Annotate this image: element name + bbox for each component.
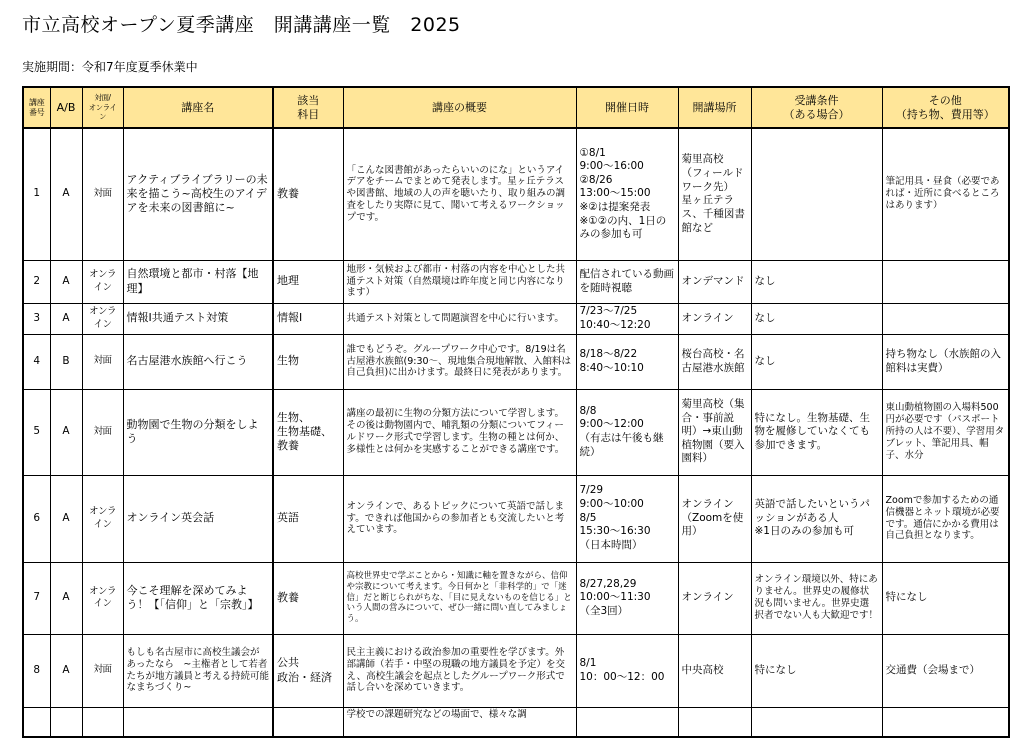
course-venue: 菊里高校 （フィールドワーク先） 星ヶ丘テラス、千種図書館など [678, 128, 751, 260]
course-name: 動物園で生物の分類をしよう [123, 389, 273, 475]
course-format [82, 707, 123, 737]
table-row [23, 260, 1009, 303]
course-ab: A [50, 260, 82, 303]
table-row [23, 475, 1009, 562]
course-other [882, 303, 1009, 334]
course-conditions: 英語で話したいというパッションがある人 ※1日のみの参加も可 [751, 475, 882, 562]
course-number: 7 [23, 562, 50, 634]
course-name: オンライン英会話 [123, 475, 273, 562]
course-schedule: 8/27,28,29 10:00～11:30 （全3回） [576, 562, 678, 634]
course-schedule [576, 707, 678, 737]
header-conditions: 受講条件 （ある場合） [751, 87, 882, 128]
course-subject: 教養 [273, 128, 343, 260]
course-other: 筆記用具・昼食（必要であれば・近所に食べるところはあります） [882, 128, 1009, 260]
course-overview: 講座の最初に生物の分類方法について学習します。その後は動物園内で、哺乳類の分類についてフィールドワーク形式で学習します。生物の種とは何か、多様性とは何かを実感することができる講座です。 [343, 389, 576, 475]
header-format: 対面/ オンライン [82, 87, 123, 128]
course-ab [50, 707, 82, 737]
course-schedule: 配信されている動画を随時視聴 [576, 260, 678, 303]
course-other: 東山動植物園の入場料500円が必要です（パスポート所持の人は不要）、学習用タブレット、筆記用具、帽子、水分 [882, 389, 1009, 475]
course-venue: オンライン [678, 562, 751, 634]
header-schedule: 開催日時 [576, 87, 678, 128]
course-ab: A [50, 562, 82, 634]
table-row [23, 334, 1009, 389]
table-row [23, 562, 1009, 634]
course-schedule: 8/18～8/22 8:40～10:10 [576, 334, 678, 389]
course-schedule: ①8/1 9:00～16:00 ②8/26 13:00～15:00 ※②は提案発表 ※①②の内、1日のみの参加も可 [576, 128, 678, 260]
course-ab: A [50, 303, 82, 334]
course-conditions: なし [751, 260, 882, 303]
course-other: 持ち物なし（水族館の入館料は実費） [882, 334, 1009, 389]
course-subject: 生物、 生物基礎、 教養 [273, 389, 343, 475]
course-venue: オンデマンド [678, 260, 751, 303]
course-other: Zoomで参加するための通信機器とネット環境が必要です。通信にかかる費用は自己負担となります。 [882, 475, 1009, 562]
course-format: 対面 [82, 128, 123, 260]
course-overview: 誰でもどうぞ。グループワーク中心です。8/19は名古屋港水族館(9:30～、現地集合現地解散、入館料は自己負担)に出かけます。最終日に発表があります。 [343, 334, 576, 389]
table-header [23, 87, 1009, 128]
course-format: オンライン [82, 260, 123, 303]
course-format: オンライン [82, 562, 123, 634]
course-conditions: なし [751, 334, 882, 389]
document-title: 市立高校オープン夏季講座 開講講座一覧 2025 [22, 14, 461, 36]
course-conditions: 特になし。生物基礎、生物を履修していなくても参加できます。 [751, 389, 882, 475]
header-ab: A/B [50, 87, 82, 128]
course-subject: 英語 [273, 475, 343, 562]
course-other: 交通費（会場まで） [882, 634, 1009, 707]
table-row [23, 389, 1009, 475]
header-overview: 講座の概要 [343, 87, 576, 128]
course-number: 1 [23, 128, 50, 260]
table-body [23, 128, 1009, 737]
course-conditions: オンライン環境以外、特にありません。世界史の履修状況も問いません。世界史選択者でない人も大歓迎です！ [751, 562, 882, 634]
course-overview: 「こんな図書館があったらいいのにな」というアイデアをチームでまとめて発表します。星ヶ丘テラスや図書館、地域の人の声を聴いたり、取り組みの調査をしたり実際に見て、聞いて考えるワークショップです。 [343, 128, 576, 260]
course-overview: 共通テスト対策として問題演習を中心に行います。 [343, 303, 576, 334]
course-venue: 中央高校 [678, 634, 751, 707]
course-format: 対面 [82, 634, 123, 707]
course-other [882, 260, 1009, 303]
course-format: 対面 [82, 389, 123, 475]
table-row [23, 634, 1009, 707]
course-format: オンライン [82, 475, 123, 562]
course-schedule: 8/1 10：00～12：00 [576, 634, 678, 707]
table-row [23, 303, 1009, 334]
course-subject: 教養 [273, 562, 343, 634]
course-other [882, 707, 1009, 737]
course-overview: オンラインで、あるトピックについて英語で話します。できれば他国からの参加者とも交流したいと考えています。 [343, 475, 576, 562]
course-venue [678, 707, 751, 737]
course-other: 特になし [882, 562, 1009, 634]
table-row [23, 128, 1009, 260]
course-subject [273, 707, 343, 737]
course-overview: 地形・気候および都市・村落の内容を中心とした共通テスト対策（自然環境は昨年度と同じ内容になります） [343, 260, 576, 303]
course-ab: A [50, 128, 82, 260]
course-number: 6 [23, 475, 50, 562]
course-conditions [751, 707, 882, 737]
course-conditions: 特になし [751, 634, 882, 707]
course-format: オンライン [82, 303, 123, 334]
course-table [22, 86, 1010, 738]
course-venue: オンライン [678, 303, 751, 334]
course-name: 今こそ理解を深めてみよう！【「信仰」と「宗教」】 [123, 562, 273, 634]
course-ab: A [50, 634, 82, 707]
course-number: 3 [23, 303, 50, 334]
course-subject: 公共 政治・経済 [273, 634, 343, 707]
course-schedule: 7/23～7/25 10:40～12:20 [576, 303, 678, 334]
course-number: 5 [23, 389, 50, 475]
course-venue: オンライン （Zoomを使用） [678, 475, 751, 562]
course-subject: 生物 [273, 334, 343, 389]
course-number: 2 [23, 260, 50, 303]
header-venue: 開講場所 [678, 87, 751, 128]
header-other: その他 （持ち物、費用等） [882, 87, 1009, 128]
course-venue: 桜台高校・名古屋港水族館 [678, 334, 751, 389]
course-name: 情報Ⅰ共通テスト対策 [123, 303, 273, 334]
course-schedule: 8/8 9:00～12:00 （有志は午後も継続） [576, 389, 678, 475]
header-course-name: 講座名 [123, 87, 273, 128]
table-row [23, 707, 1009, 737]
course-schedule: 7/29 9:00～10:00 8/5 15:30～16:30 （日本時間） [576, 475, 678, 562]
course-number: 4 [23, 334, 50, 389]
course-subject: 地理 [273, 260, 343, 303]
course-overview: 高校世界史で学ぶことから・知識に軸を置きながら、信仰や宗教について考えます。今日何かと「非科学的」で「迷信」だと断じられがちな、「目に見えないものを信じる」という人間の営みについて、ぜひ一緒に問い直してみましょう。 [343, 562, 576, 634]
course-name: 名古屋港水族館へ行こう [123, 334, 273, 389]
course-venue: 菊里高校（集合・事前説明）→東山動植物園（要入園料） [678, 389, 751, 475]
course-overview: 民主主義における政治参加の重要性を学びます。外部講師（若手・中堅の現職の地方議員を予定）を交え、高校生議会を起点としたグループワーク形式で話し合いを深めていきます。 [343, 634, 576, 707]
course-ab: B [50, 334, 82, 389]
header-course-number: 講座 番号 [23, 87, 50, 128]
header-subject: 該当 科目 [273, 87, 343, 128]
course-ab: A [50, 389, 82, 475]
course-name [123, 707, 273, 737]
course-overview: 学校での課題研究などの場面で、様々な調 [343, 707, 576, 737]
course-conditions: なし [751, 303, 882, 334]
course-number: 8 [23, 634, 50, 707]
course-name: アクティブライブラリーの未来を描こう~高校生のアイデアを未来の図書館に~ [123, 128, 273, 260]
course-number [23, 707, 50, 737]
course-ab: A [50, 475, 82, 562]
course-format: 対面 [82, 334, 123, 389]
course-subject: 情報Ⅰ [273, 303, 343, 334]
course-name: 自然環境と都市・村落【地理】 [123, 260, 273, 303]
course-name: もしも名古屋市に高校生議会があったなら ~主権者として若者たちが地方議員と考える持続可能なまちづくり~ [123, 634, 273, 707]
course-conditions [751, 128, 882, 260]
implementation-period: 実施期間：令和7年度夏季休業中 [22, 60, 198, 74]
